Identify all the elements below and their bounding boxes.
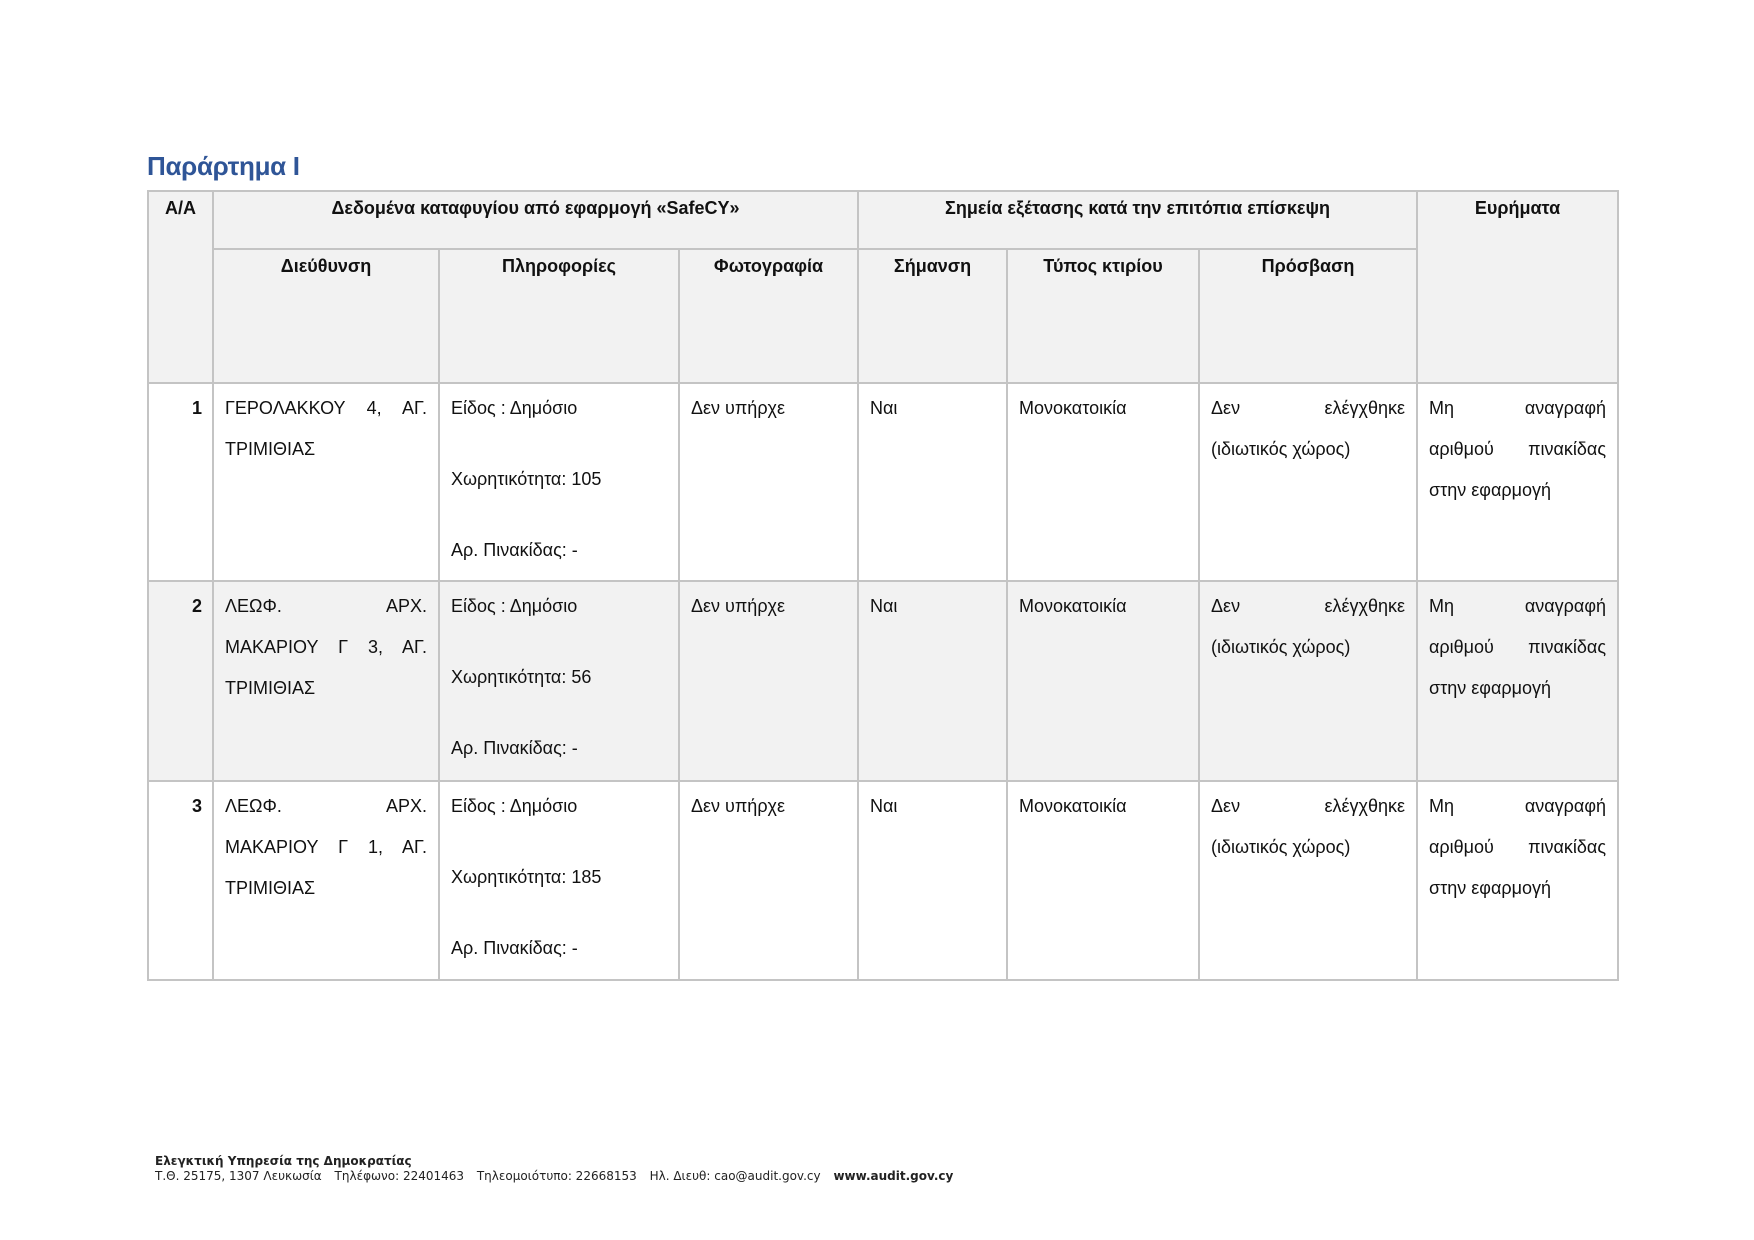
cell-aa: 2 — [148, 581, 213, 781]
header-access: Πρόσβαση — [1199, 249, 1417, 383]
footer-website-link[interactable]: www.audit.gov.cy — [833, 1169, 954, 1183]
table-row — [148, 581, 1618, 781]
header-group-site-visit: Σημεία εξέτασης κατά την επιτόπια επίσκεψη — [858, 191, 1417, 249]
header-photo: Φωτογραφία — [679, 249, 858, 383]
cell-access: Δεν ελέγχθηκε (ιδιωτικός χώρος) — [1199, 581, 1417, 781]
cell-info: Είδος : Δημόσιο Χωρητικότητα: 56 Αρ. Πινακίδας: - — [439, 581, 679, 781]
page-footer — [155, 1154, 953, 1184]
cell-building-type: Μονοκατοικία — [1007, 581, 1199, 781]
cell-building-type: Μονοκατοικία — [1007, 383, 1199, 581]
footer-fax: Τηλεομοιότυπο: 22668153 — [476, 1169, 637, 1183]
footer-po-box: Τ.Θ. 25175, 1307 Λευκωσία — [155, 1169, 322, 1183]
cell-photo: Δεν υπήρχε — [679, 383, 858, 581]
header-group-app-data: Δεδομένα καταφυγίου από εφαρμογή «SafeCY» — [213, 191, 858, 249]
cell-photo: Δεν υπήρχε — [679, 581, 858, 781]
header-building-type: Τύπος κτιρίου — [1007, 249, 1199, 383]
cell-findings: Μη αναγραφή αριθμού πινακίδας στην εφαρμογή — [1417, 781, 1618, 980]
shelters-table — [147, 190, 1619, 981]
cell-access: Δεν ελέγχθηκε (ιδιωτικός χώρος) — [1199, 781, 1417, 980]
cell-address: ΛΕΩΦ. ΑΡΧ. ΜΑΚΑΡΙΟΥ Γ 1, ΑΓ. ΤΡΙΜΙΘΙΑΣ — [213, 781, 439, 980]
cell-access: Δεν ελέγχθηκε (ιδιωτικός χώρος) — [1199, 383, 1417, 581]
footer-email[interactable]: Ηλ. Διευθ: cao@audit.gov.cy — [649, 1169, 821, 1183]
table-row — [148, 383, 1618, 581]
header-aa: Α/Α — [148, 191, 213, 383]
footer-organization: Ελεγκτική Υπηρεσία της Δημοκρατίας — [155, 1154, 412, 1168]
header-findings: Ευρήματα — [1417, 191, 1618, 383]
cell-address: ΓΕΡΟΛΑΚΚΟΥ 4, ΑΓ. ΤΡΙΜΙΘΙΑΣ — [213, 383, 439, 581]
table-row — [148, 781, 1618, 980]
cell-marking: Ναι — [858, 781, 1007, 980]
footer-phone: Τηλέφωνο: 22401463 — [334, 1169, 465, 1183]
cell-aa: 1 — [148, 383, 213, 581]
header-address: Διεύθυνση — [213, 249, 439, 383]
cell-photo: Δεν υπήρχε — [679, 781, 858, 980]
page-title: Παράρτημα Ι — [147, 151, 300, 181]
cell-findings: Μη αναγραφή αριθμού πινακίδας στην εφαρμογή — [1417, 581, 1618, 781]
cell-marking: Ναι — [858, 581, 1007, 781]
cell-findings: Μη αναγραφή αριθμού πινακίδας στην εφαρμογή — [1417, 383, 1618, 581]
header-row-groups — [148, 191, 1618, 249]
cell-info: Είδος : Δημόσιο Χωρητικότητα: 105 Αρ. Πινακίδας: - — [439, 383, 679, 581]
cell-building-type: Μονοκατοικία — [1007, 781, 1199, 980]
cell-address: ΛΕΩΦ. ΑΡΧ. ΜΑΚΑΡΙΟΥ Γ 3, ΑΓ. ΤΡΙΜΙΘΙΑΣ — [213, 581, 439, 781]
cell-info: Είδος : Δημόσιο Χωρητικότητα: 185 Αρ. Πινακίδας: - — [439, 781, 679, 980]
header-info: Πληροφορίες — [439, 249, 679, 383]
cell-aa: 3 — [148, 781, 213, 980]
header-marking: Σήμανση — [858, 249, 1007, 383]
header-row-columns — [148, 249, 1618, 383]
cell-marking: Ναι — [858, 383, 1007, 581]
footer-contact-line — [155, 1169, 953, 1184]
